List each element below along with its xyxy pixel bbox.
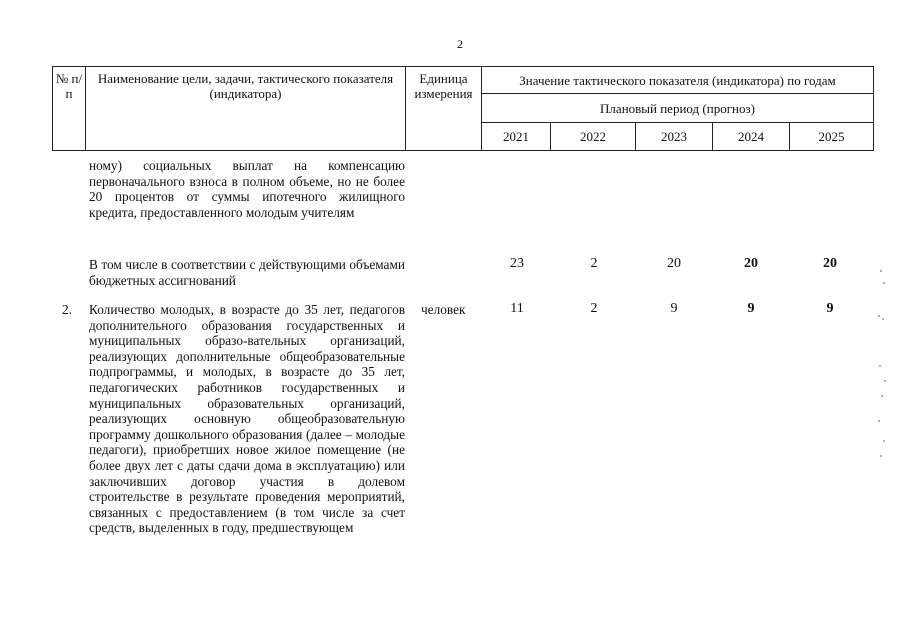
scan-noise — [876, 270, 890, 470]
row-number: 2. — [62, 302, 72, 317]
header-year: 2025 — [790, 123, 874, 151]
value-cell: 20 — [823, 256, 837, 271]
header-col-name: Наименование цели, задачи, тактического показателя (индикатора) — [86, 67, 406, 151]
row-text-indicator: Количество молодых, в возрасте до 35 лет, педагогов дополнительного образования государственных и муниципальных образо-вательных организаций, реализующих дополнительные общеобразовательные подпрограммы, и молодых, в возрасте до 35 лет, педагогических работников государственных и муниципальных образовательных организаций, реализующих основную общеобразовательную программу дошкольного образования (далее – молодые педагоги), приобретших новое жилое помещение (не более двух лет с даты сдачи дома в эксплуатацию) или заключивших договор участия в долевом строительстве в результате проведения мероприятий, связанных с предоставлением (в том числе за счет средств, выделенных в году, предшествующем — [89, 302, 405, 536]
value-cell: 9 — [826, 301, 834, 316]
header-year: 2023 — [636, 123, 713, 151]
row-unit: человек — [421, 302, 466, 317]
header-col-values: Значение тактического показателя (индикатора) по годам — [482, 67, 874, 94]
header-year: 2021 — [482, 123, 551, 151]
header-col-number: № п/п — [53, 67, 86, 151]
header-year: 2024 — [713, 123, 790, 151]
value-cell: 20 — [667, 256, 681, 271]
value-cell: 2 — [590, 256, 598, 271]
value-cell: 11 — [510, 301, 524, 316]
page-number: 2 — [457, 37, 463, 51]
value-cell: 20 — [744, 256, 758, 271]
value-cell: 2 — [590, 301, 598, 316]
row-text-budget: В том числе в соответствии с действующими объемами бюджетных ассигнований — [89, 257, 405, 288]
value-cell: 23 — [510, 256, 524, 271]
indicator-table-header — [52, 66, 874, 151]
header-col-unit: Единица измерения — [406, 67, 482, 151]
value-cell: 9 — [670, 301, 678, 316]
value-cell: 9 — [747, 301, 755, 316]
header-plan-period: Плановый период (прогноз) — [482, 94, 874, 123]
row-text-continuation: ному) социальных выплат на компенсацию первоначального взноса в полном объеме, но не более 20 процентов от суммы ипотечного жилищного кредита, предоставленного молодым учителям — [89, 158, 405, 220]
header-year: 2022 — [551, 123, 636, 151]
